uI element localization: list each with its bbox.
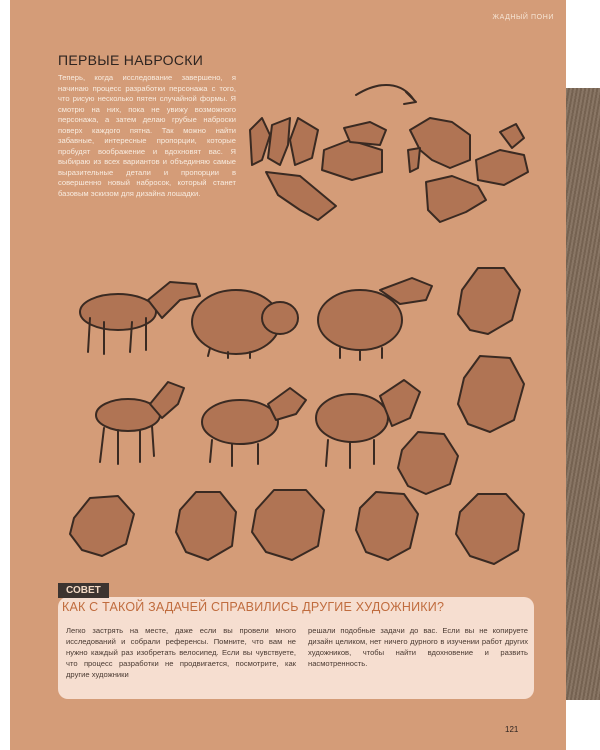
tip-text-column-1: Легко застрять на месте, даже если вы провели много исследований и собрали референсы. Помните, что вам не нужно каждый раз изобретать велосипед. Если вы чувствуете, что процесс разработки не продвигается, посмотрите, как другие художники — [66, 626, 296, 679]
pony-sketch-3 — [318, 278, 432, 360]
pony-sketch-5 — [202, 388, 306, 466]
pony-head-sketch-1 — [458, 268, 520, 334]
pony-head-sketch-3 — [398, 432, 458, 494]
pony-head-sketch-6 — [252, 490, 324, 560]
tip-text-column-2: решали подобные задачи до вас. Если вы не копируете дизайн целиком, нет ничего дурного в изучении работ других художников, чтобы найти вдохновение и развить насмотренность. — [308, 626, 528, 668]
pony-head-sketch-7 — [356, 492, 418, 560]
pony-sketch-1 — [80, 282, 200, 354]
tip-tag: СОВЕТ — [58, 583, 109, 598]
random-blob-shapes — [250, 118, 386, 220]
running-header: ЖАДНЫЙ ПОНИ — [492, 14, 554, 21]
tip-title: КАК С ТАКОЙ ЗАДАЧЕЙ СПРАВИЛИСЬ ДРУГИЕ ХУДОЖНИКИ? — [62, 600, 445, 614]
pony-sketch-4 — [96, 382, 184, 464]
pony-head-sketch-5 — [176, 492, 236, 560]
intro-text: Теперь, когда исследование завершено, я начинаю процесс разработки персонажа с того, что рисую несколько пятен случайной формы. Я смотрю на них, пока не увижу возможного персонажа, а затем делаю грубые наброски поверх каждого пятна. Так можно найти забавные, интересные пропорции, которые пробудят воображение и вдохновят вас. Я выбираю из всех вариантов и объединяю самые выразительные детали и пропорции в совершенно новый набросок, который станет базовым эскизом для дизайна лошадки. — [58, 73, 236, 198]
pony-head-sketch-2 — [458, 356, 524, 432]
pony-sketch-2 — [192, 290, 298, 358]
pony-head-sketch-4 — [70, 496, 134, 556]
sketched-blobs — [408, 118, 528, 222]
page-number: 121 — [505, 725, 519, 734]
section-title: ПЕРВЫЕ НАБРОСКИ — [58, 52, 204, 68]
pony-head-sketch-8 — [456, 494, 524, 564]
